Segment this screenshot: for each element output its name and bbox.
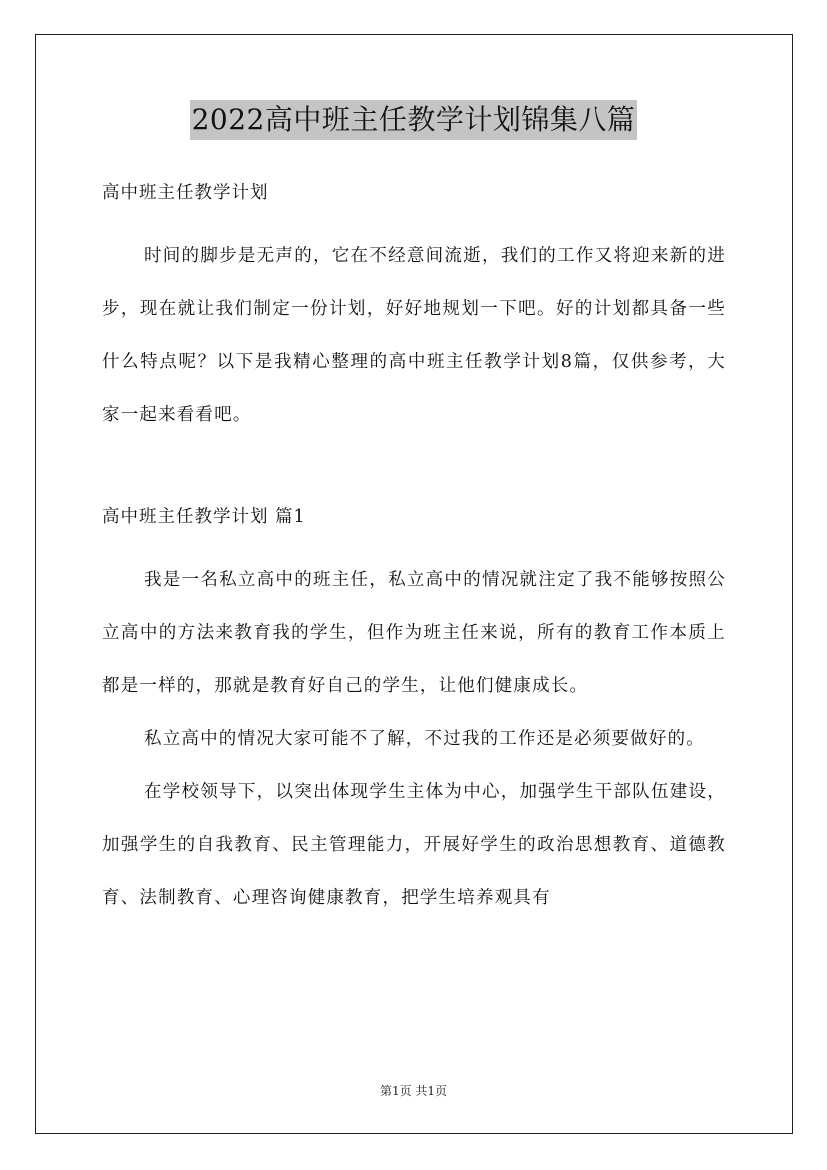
section-1-paragraph-2: 私立高中的情况大家可能不了解，不过我的工作还是必须要做好的。 bbox=[144, 729, 705, 749]
section-1-paragraph-3: 在学校领导下，以突出体现学生主体为中心，加强学生干部队伍建设，加强学生的自我教育、民主管理能力，开展好学生的政治思想教育、道德教育、法制教育、心理咨询健康教育，把学生培养观具有 bbox=[102, 782, 726, 908]
document-body bbox=[102, 176, 726, 925]
page-footer bbox=[0, 1083, 827, 1099]
spacer bbox=[102, 442, 726, 500]
intro-heading: 高中班主任教学计划 bbox=[102, 183, 269, 203]
title-container bbox=[0, 100, 827, 140]
page-number: 第1页 共1页 bbox=[379, 1084, 448, 1098]
spacer bbox=[102, 210, 726, 230]
document-title: 2022高中班主任教学计划锦集八篇 bbox=[190, 100, 638, 140]
section-1-heading: 高中班主任教学计划 篇1 bbox=[102, 507, 306, 527]
intro-paragraph: 时间的脚步是无声的，它在不经意间流逝，我们的工作又将迎来新的进步，现在就让我们制定一份计划，好好地规划一下吧。好的计划都具备一些什么特点呢？以下是我精心整理的高中班主任教学计划8篇，仅供参考，大家一起来看看吧。 bbox=[102, 246, 726, 425]
spacer bbox=[102, 534, 726, 554]
section-1-paragraph-1: 我是一名私立高中的班主任，私立高中的情况就注定了我不能够按照公立高中的方法来教育我的学生，但作为班主任来说，所有的教育工作本质上都是一样的，那就是教育好自己的学生，让他们健康成长。 bbox=[102, 570, 726, 696]
